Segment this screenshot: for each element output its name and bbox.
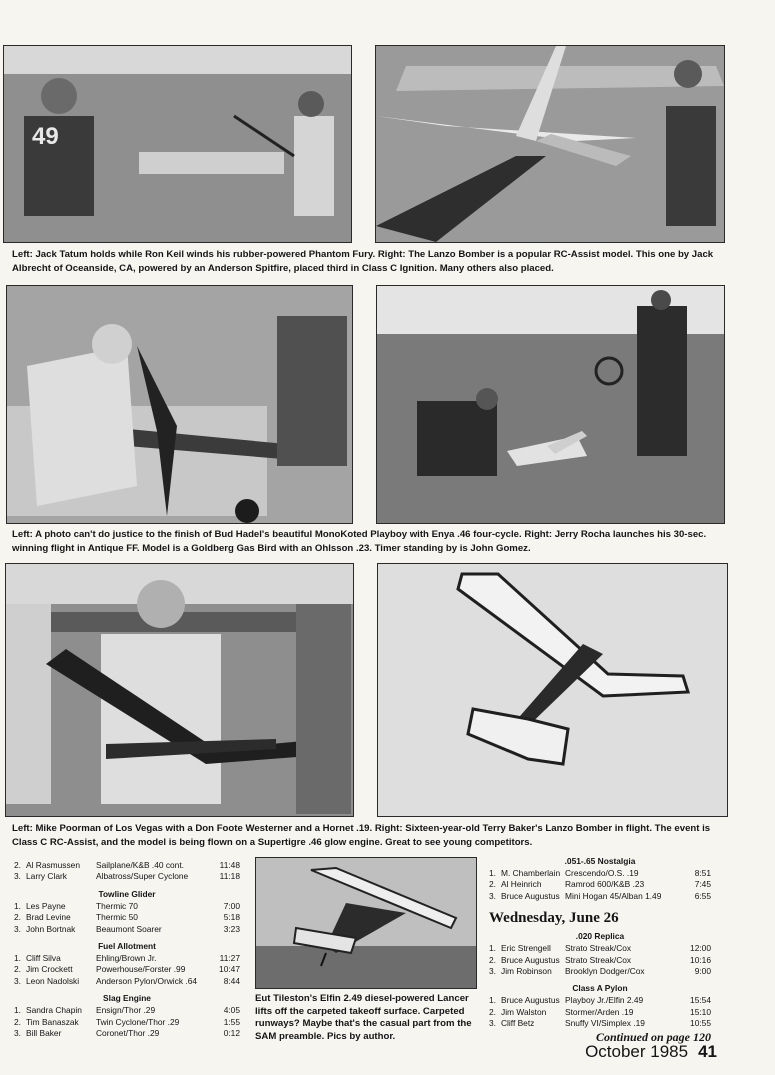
page-footer — [585, 1042, 717, 1062]
result-row: 2. Jim Walston Stormer/Arden .19 15:10 — [489, 1006, 711, 1017]
caption-elfin-lancer: Eut Tileston's Elfin 2.49 diesel-powered Lancer lifts off the carpeted takeoff surface. Carpeted runways? Maybe that's the casual part from the SAM preamble. Pics by author. — [255, 993, 472, 1042]
photo-westerner-hornet — [5, 563, 354, 817]
page-number: 41 — [698, 1042, 717, 1061]
result-row: 2. Brad Levine Thermic 50 5:18 — [14, 912, 240, 923]
photo-gas-bird-launch — [376, 285, 725, 524]
result-row: 1. Sandra Chapin Ensign/Thor .29 4:05 — [14, 1005, 240, 1016]
result-row: 2. Tim Banaszak Twin Cyclone/Thor .29 1:55 — [14, 1016, 240, 1027]
result-row: 3. John Bortnak Beaumont Soarer 3:23 — [14, 923, 240, 934]
result-row: 1. Bruce Augustus Playboy Jr./Elfin 2.49 15:54 — [489, 995, 711, 1006]
result-row: 2. Bruce Augustus Strato Streak/Cox 10:16 — [489, 954, 711, 965]
result-row: 1. Les Payne Thermic 70 7:00 — [14, 900, 240, 911]
section-title-020-replica: .020 Replica — [575, 931, 625, 942]
result-row: 3. Bruce Augustus Mini Hogan 45/Alban 1.49 6:55 — [489, 890, 711, 901]
section-title-fuel-allotment: Fuel Allotment — [98, 940, 156, 951]
result-row: 3. Bill Baker Coronet/Thor .29 0:12 — [14, 1027, 240, 1038]
result-row: 3. Cliff Betz Snuffy VI/Simplex .19 10:55 — [489, 1018, 711, 1029]
result-row: 1. Eric Strengell Strato Streak/Cox 12:00 — [489, 943, 711, 954]
continued-on-page: Continued on page 120 — [595, 1029, 711, 1044]
photo-playboy-monokote — [6, 285, 353, 524]
result-row: 1. Cliff Silva Ehling/Brown Jr. 11:27 — [14, 952, 240, 963]
section-title-class-a-pylon: Class A Pylon — [572, 983, 628, 994]
result-row: 2. Jim Crockett Powerhouse/Forster .99 10:47 — [14, 964, 240, 975]
day-heading: Wednesday, June 26 — [489, 910, 619, 927]
photo-phantom-fury-winding — [3, 45, 352, 243]
results-left-column — [14, 860, 240, 1039]
shirt-number: 49 — [32, 123, 59, 150]
result-row: 3. Larry Clark Albatross/Super Cyclone 11:18 — [14, 871, 240, 882]
result-row: 2. Al Heinrich Ramrod 600/K&B .23 7:45 — [489, 879, 711, 890]
issue-date: October 1985 — [585, 1042, 689, 1061]
result-row: 2. Al Rasmussen Sailplane/K&B .40 cont. 11:48 — [14, 860, 240, 870]
photo-elfin-lancer-takeoff — [255, 857, 477, 989]
section-title-towline-glider: Towline Glider — [98, 888, 156, 899]
results-right-column — [489, 855, 711, 1043]
result-row: 1. M. Chamberlain Crescendo/O.S. .19 8:51 — [489, 868, 711, 878]
result-row: 3. Leon Nadolski Anderson Pylon/Orwick .64 8:44 — [14, 975, 240, 986]
caption-row-3: Left: Mike Poorman of Los Vegas with a Don Foote Westerner and a Hornet .19. Right: Sixteen-year-old Terry Baker's Lanzo Bomber in flight. The event is Class C RC-Assist, and the model is being flown on a Supertigre .46 glow engine. Great to see young competitors. — [12, 823, 711, 848]
photo-lanzo-bomber-rc-assist — [375, 45, 725, 243]
caption-row-2: Left: A photo can't do justice to the finish of Bud Hadel's beautiful MonoKoted Playboy with Enya .46 four-cycle. Right: Jerry Rocha launches his 30-sec. winning flight in Antique FF. Model is a Goldberg Gas Bird with an Ohlsson .23. Timer standing by is John Gomez. — [12, 529, 707, 554]
photo-lanzo-bomber-flight — [377, 563, 728, 817]
section-title-nostalgia: .051-.65 Nostalgia — [564, 856, 636, 866]
result-row: 3. Jim Robinson Brooklyn Dodger/Cox 9:00 — [489, 965, 711, 976]
caption-row-1: Left: Jack Tatum holds while Ron Keil winds his rubber-powered Phantom Fury. Right: The Lanzo Bomber is a popular RC-Assist model. This one by Jack Albrecht of Oceanside, CA, powered by an Anderson Spitfire, placed third in Class C Ignition. Many others also placed. — [12, 249, 714, 274]
section-title-slag-engine: Slag Engine — [103, 993, 151, 1004]
